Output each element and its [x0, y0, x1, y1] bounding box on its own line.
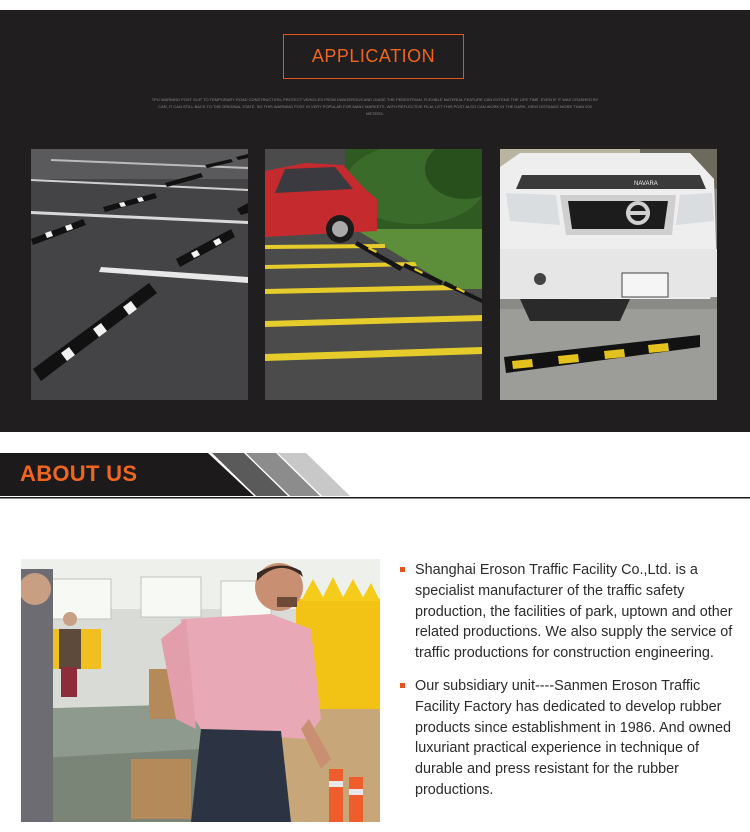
- about-us-text: [398, 560, 738, 813]
- bullet-square-icon: [400, 683, 405, 688]
- application-description: TPU WARNING POST SUIT TO TEMPORARY ROAD CONSTRUCTION, PROTECT VEHICLES FROM DANGEROUS AND GUIDE THE PEDESTRIAN. FLEXIBLE MATERIAL FEATURE CAN EXTEND THE LIFE TIME. EVEN IF IT WAS CRASHED BY CAR, IT CAN STILL BACK TO THE ORIGINAL STATE. SO THIS WARNING POST IS VERY POPULAR FOR MANY MARKETS. WITH REFLECTIVE FILM, LET THIS POST ALSO CAN WORK IN THE DARK, VIEW DISTANCE MORE THAN 200 METERS.: [151, 97, 599, 116]
- factory-office-photo: [21, 559, 380, 822]
- about-paragraph-2-text: Our subsidiary unit----Sanmen Eroson Traffic Facility Factory has dedicated to develop rubber products since establishment in 1986. And owned luxuriant practical experience in technique of durable and press resistant for the rubber productions.: [415, 677, 731, 798]
- white-truck: [500, 153, 717, 321]
- bullet-square-icon: [400, 567, 405, 572]
- car-badge: NAVARA: [634, 181, 658, 187]
- about-paragraph-1-text: Shanghai Eroson Traffic Facility Co.,Ltd. is a specialist manufacturer of the traffic safety production, the facilities of park, uptown and other related productions. We also supply the service of traffic productions for construction engineering.: [415, 562, 733, 662]
- about-us-title: ABOUT US: [20, 461, 138, 486]
- parking-lot-wheel-stops-photo: [31, 149, 248, 400]
- about-paragraph-2: [398, 676, 738, 801]
- application-title: APPLICATION: [283, 34, 464, 79]
- red-car-yellow-line-wheel-stops-photo: [265, 149, 482, 400]
- white-nissan-navara-wheel-stop-photo: [500, 149, 717, 400]
- application-section: [0, 10, 750, 432]
- about-paragraph-1: [398, 560, 738, 664]
